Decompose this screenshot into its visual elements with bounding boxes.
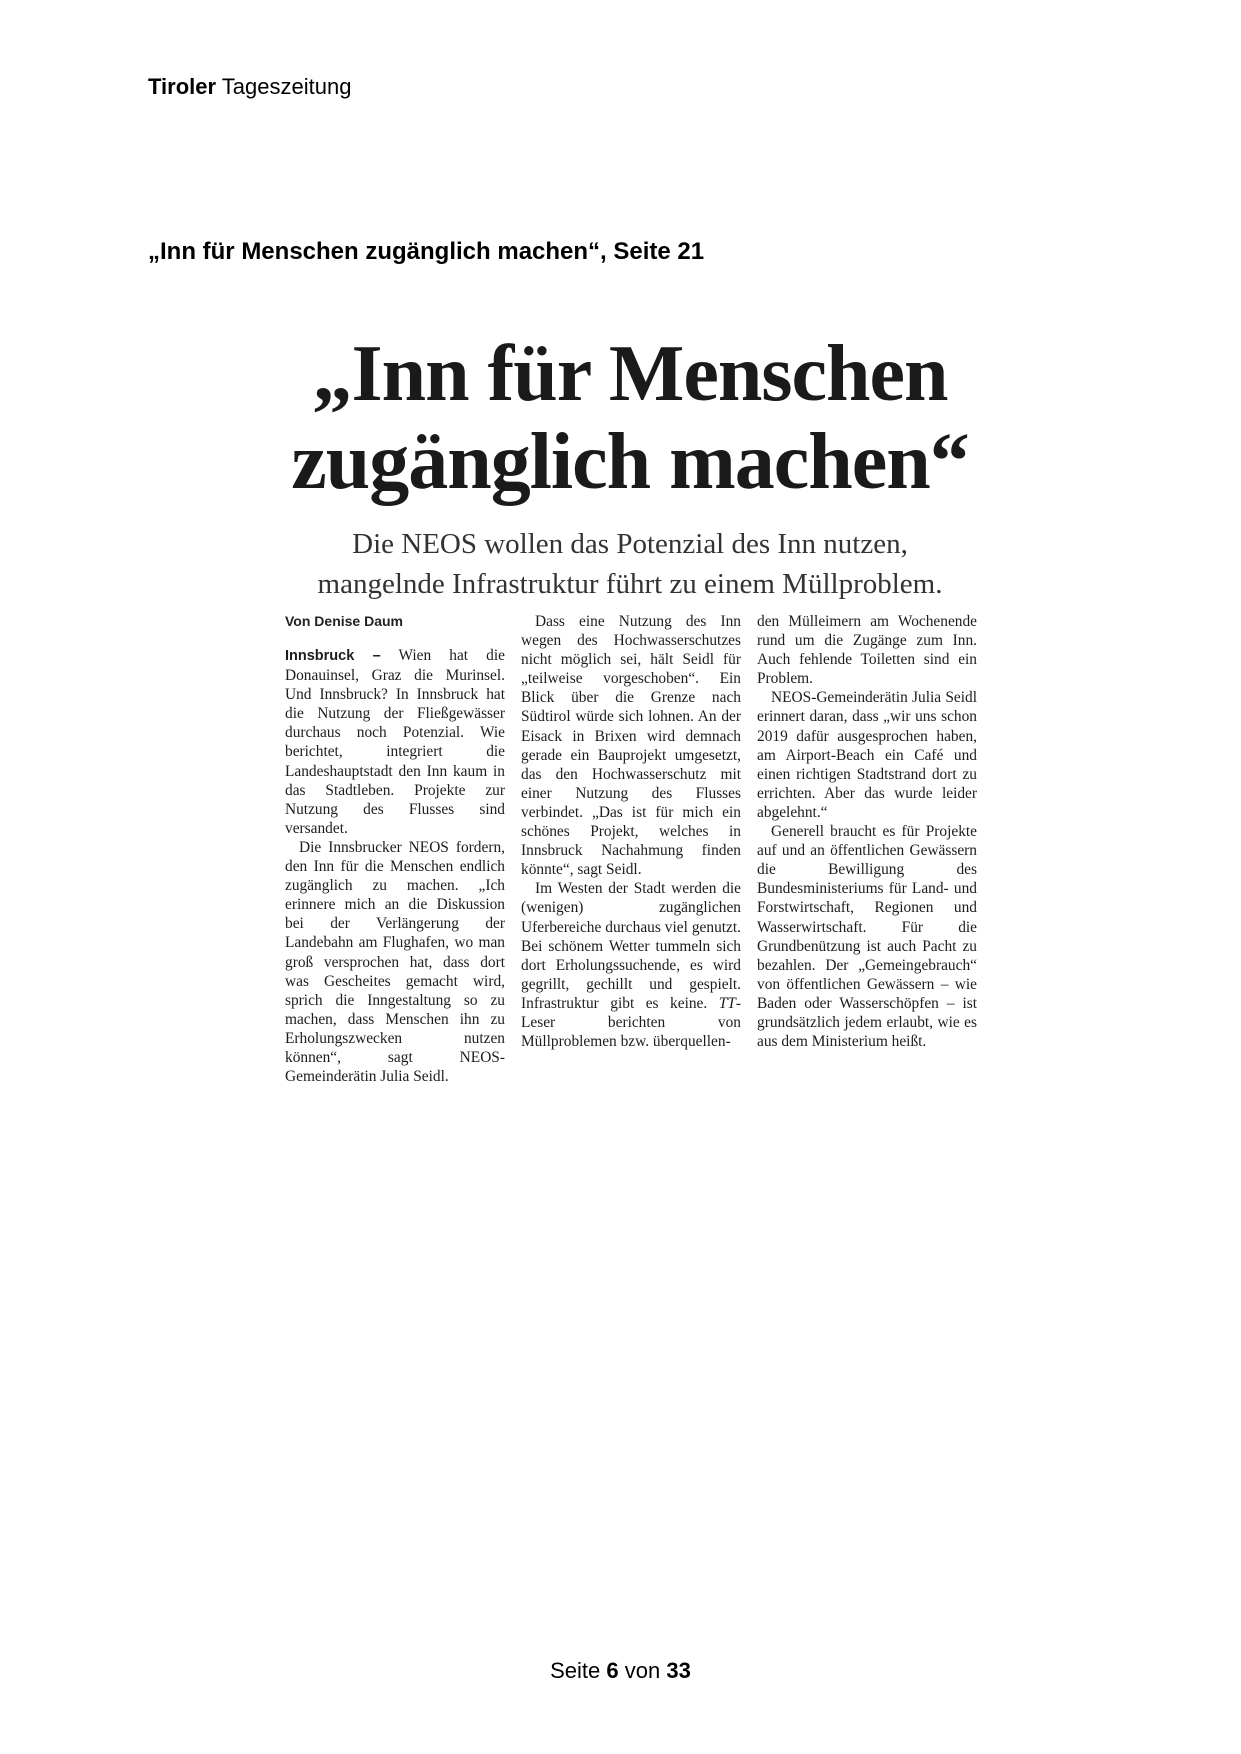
article-column-1 [285, 612, 505, 1086]
dateline: Innsbruck – [285, 648, 381, 664]
brand-bold: Tiroler [148, 74, 217, 99]
column-2-paragraph-2-rest: -Leser berichten von Müllproblemen bzw. überquellen- [521, 994, 741, 1051]
column-1-paragraph-2: Die Innsbrucker NEOS fordern, den Inn für die Menschen endlich zugänglich zu machen. „Ich erinnere mich an die Diskussion bei der Verlängerung der Landebahn am Flughafen, wo man groß versprochen hat, dass dort was Gescheites gemacht wird, sprich die Inngestaltung so zu machen, dass Menschen ihn zu Erholungszwecken nutzen können“, sagt NEOS-Gemeinderätin Julia Seidl. [285, 838, 505, 1086]
column-1-paragraph-1 [285, 646, 505, 838]
footer-middle: von [624, 1658, 661, 1683]
subheadline-line-1: Die NEOS wollen das Potenzial des Inn nutzen, [352, 528, 908, 560]
column-3-paragraph-3: Generell braucht es für Projekte auf und an öffentlichen Gewässern die Bewilligung des Bundesministeriums für Land- und Forstwirtschaft, Regionen und Wasserwirtschaft. Für die Grundbenützung ist auch Pacht zu bezahlen. Der „Gemeingebrauch“ von öffentlichen Gewässern – wie Baden oder Wasserschöpfen – ist grundsätzlich jedem erlaubt, wie es aus dem Ministerium heißt. [757, 823, 977, 1051]
column-2-paragraph-1: Dass eine Nutzung des Inn wegen des Hochwasserschutzes nicht möglich sei, hält Seidl für „teilweise vorgeschoben“. Ein Blick über die Grenze nach Südtirol würde sich lohnen. An der Eisack in Brixen wird demnach gerade ein Bauprojekt umgesetzt, das den Hochwasserschutz mit einer Nutzung des Flusses verbindet. „Das ist für mich ein schönes Projekt, welches in Innsbruck Nachahmung finden könnte“, sagt Seidl. [521, 613, 741, 879]
column-3-paragraph-2: NEOS-Gemeinderätin Julia Seidl erinnert daran, dass „wir uns schon 2019 dafür ausgesprochen haben, am Airport-Beach ein Café und einen richtigen Stadtstrand dort zu errichten. Aber das wurde leider abgelehnt.“ [757, 689, 977, 821]
article-subheadline [280, 524, 980, 604]
article-clipping [280, 330, 980, 604]
brand-regular: Tageszeitung [221, 74, 352, 99]
current-page-number: 6 [606, 1658, 619, 1683]
column-3-paragraph-1: den Mülleimern am Wochenende rund um die Zugänge zum Inn. Auch fehlende Toiletten sind ein Problem. [757, 613, 977, 688]
headline-line-2: zugänglich machen“ [291, 418, 969, 506]
article-column-2 [521, 612, 741, 1086]
column-2-paragraph-2-text: Im Westen der Stadt werden die (wenigen) zugänglichen Uferbereiche durchaus viel genutzt. Bei schönem Wetter tummeln sich dort Erholungssuchende, es wird gegrillt, gechillt und gespielt. Infrastruktur gibt es keine. [521, 880, 741, 1012]
publication-header [148, 74, 351, 100]
byline: Von Denise Daum [285, 613, 403, 629]
subheadline-line-2: mangelnde Infrastruktur führt zu einem Müllproblem. [317, 568, 943, 600]
article-headline [280, 330, 980, 506]
article-columns [285, 612, 977, 1086]
headline-line-1: „Inn für Menschen [312, 330, 948, 418]
column-1-paragraph-1-text: Wien hat die Donauinsel, Graz die Murinsel. Und Innsbruck? In Innsbruck hat die Nutzung der Fließgewässer durchaus noch Potenzial. Wie berichtet, integriert die Landeshauptstadt den Inn kaum in das Stadtleben. Projekte zur Nutzung des Flusses sind versandet. [285, 647, 505, 837]
tt-abbreviation: TT [718, 994, 736, 1012]
total-page-number: 33 [666, 1658, 691, 1683]
footer-prefix: Seite [550, 1658, 601, 1683]
column-2-paragraph-2 [521, 879, 741, 1051]
article-column-3 [757, 612, 977, 1086]
page-footer [0, 1658, 1241, 1684]
reference-title: „Inn für Menschen zugänglich machen“, Seite 21 [148, 238, 705, 265]
